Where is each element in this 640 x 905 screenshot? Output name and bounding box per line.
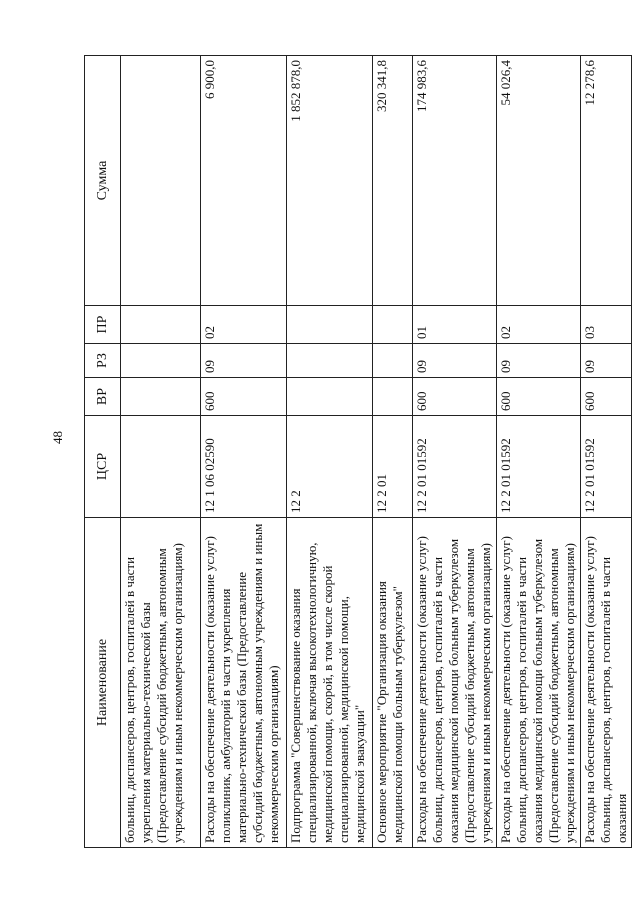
cell-name: Расходы на обеспечение деятельности (оказание услуг) больниц, диспансеров, центров, госпиталей в части оказания медицинской помощи больным туберкулезом (Предоставление субсидий бюджетным, автономным учреждениям и иным некоммерческим организациям)	[413, 518, 497, 848]
cell-sum: 54 026,4	[497, 56, 581, 306]
budget-table	[84, 55, 632, 848]
cell-pr	[287, 306, 373, 344]
header-pr: ПР	[85, 306, 121, 344]
cell-vr	[287, 378, 373, 416]
table-row	[581, 56, 632, 848]
cell-rz: 09	[581, 344, 632, 378]
header-csr: ЦСР	[85, 416, 121, 518]
table-row	[201, 56, 287, 848]
cell-sum: 12 278,6	[581, 56, 632, 306]
header-sum: Сумма	[85, 56, 121, 306]
cell-rz: 09	[497, 344, 581, 378]
cell-rz: 09	[413, 344, 497, 378]
table-row	[413, 56, 497, 848]
cell-csr: 12 2	[287, 416, 373, 518]
cell-csr	[121, 416, 201, 518]
cell-pr	[373, 306, 413, 344]
cell-pr	[121, 306, 201, 344]
cell-csr: 12 2 01 01592	[497, 416, 581, 518]
table-row	[121, 56, 201, 848]
cell-name: Подпрограмма "Совершенствование оказания специализированной, включая высокотехнологичную, медицинской помощи, скорой, в том числе скорой специализированной, медицинской помощи, медицинской эвакуации"	[287, 518, 373, 848]
page-number: 48	[50, 431, 65, 444]
cell-sum: 320 341,8	[373, 56, 413, 306]
cell-vr: 600	[581, 378, 632, 416]
cell-sum	[121, 56, 201, 306]
cell-sum: 1 852 878,0	[287, 56, 373, 306]
cell-sum: 6 900,0	[201, 56, 287, 306]
table-row	[373, 56, 413, 848]
cell-pr: 03	[581, 306, 632, 344]
cell-name: Расходы на обеспечение деятельности (оказание услуг) поликлиник, амбулаторий в части укрепления материально-технической базы (Предоставление субсидий бюджетным, автономным учреждениям и иным некоммерческим организациям)	[201, 518, 287, 848]
cell-name: больниц, диспансеров, центров, госпиталей в части укрепления материально-технической базы (Предоставление субсидий бюджетным, автономным учреждениям и иным некоммерческим организациям)	[121, 518, 201, 848]
cell-vr	[121, 378, 201, 416]
cell-rz	[287, 344, 373, 378]
cell-vr: 600	[413, 378, 497, 416]
cell-pr: 02	[201, 306, 287, 344]
cell-csr: 12 1 06 02590	[201, 416, 287, 518]
cell-name: Основное мероприятие "Организация оказания медицинской помощи больным туберкулезом"	[373, 518, 413, 848]
cell-name: Расходы на обеспечение деятельности (оказание услуг) больниц, диспансеров, центров, госпиталей в части оказания	[581, 518, 632, 848]
table-row	[497, 56, 581, 848]
rotated-table-container	[84, 56, 629, 848]
cell-pr: 01	[413, 306, 497, 344]
header-vr: ВР	[85, 378, 121, 416]
cell-name: Расходы на обеспечение деятельности (оказание услуг) больниц, диспансеров, центров, госпиталей в части оказания медицинской помощи больным туберкулезом (Предоставление субсидий бюджетным, автономным учреждениям и иным некоммерческим организациям)	[497, 518, 581, 848]
table-header-row	[85, 56, 121, 848]
cell-pr: 02	[497, 306, 581, 344]
cell-csr: 12 2 01 01592	[581, 416, 632, 518]
cell-vr: 600	[201, 378, 287, 416]
cell-rz: 09	[201, 344, 287, 378]
cell-rz	[373, 344, 413, 378]
header-rz: РЗ	[85, 344, 121, 378]
cell-vr	[373, 378, 413, 416]
cell-sum: 174 983,6	[413, 56, 497, 306]
cell-rz	[121, 344, 201, 378]
table-row	[287, 56, 373, 848]
cell-csr: 12 2 01 01592	[413, 416, 497, 518]
header-name: Наименование	[85, 518, 121, 848]
cell-vr: 600	[497, 378, 581, 416]
cell-csr: 12 2 01	[373, 416, 413, 518]
